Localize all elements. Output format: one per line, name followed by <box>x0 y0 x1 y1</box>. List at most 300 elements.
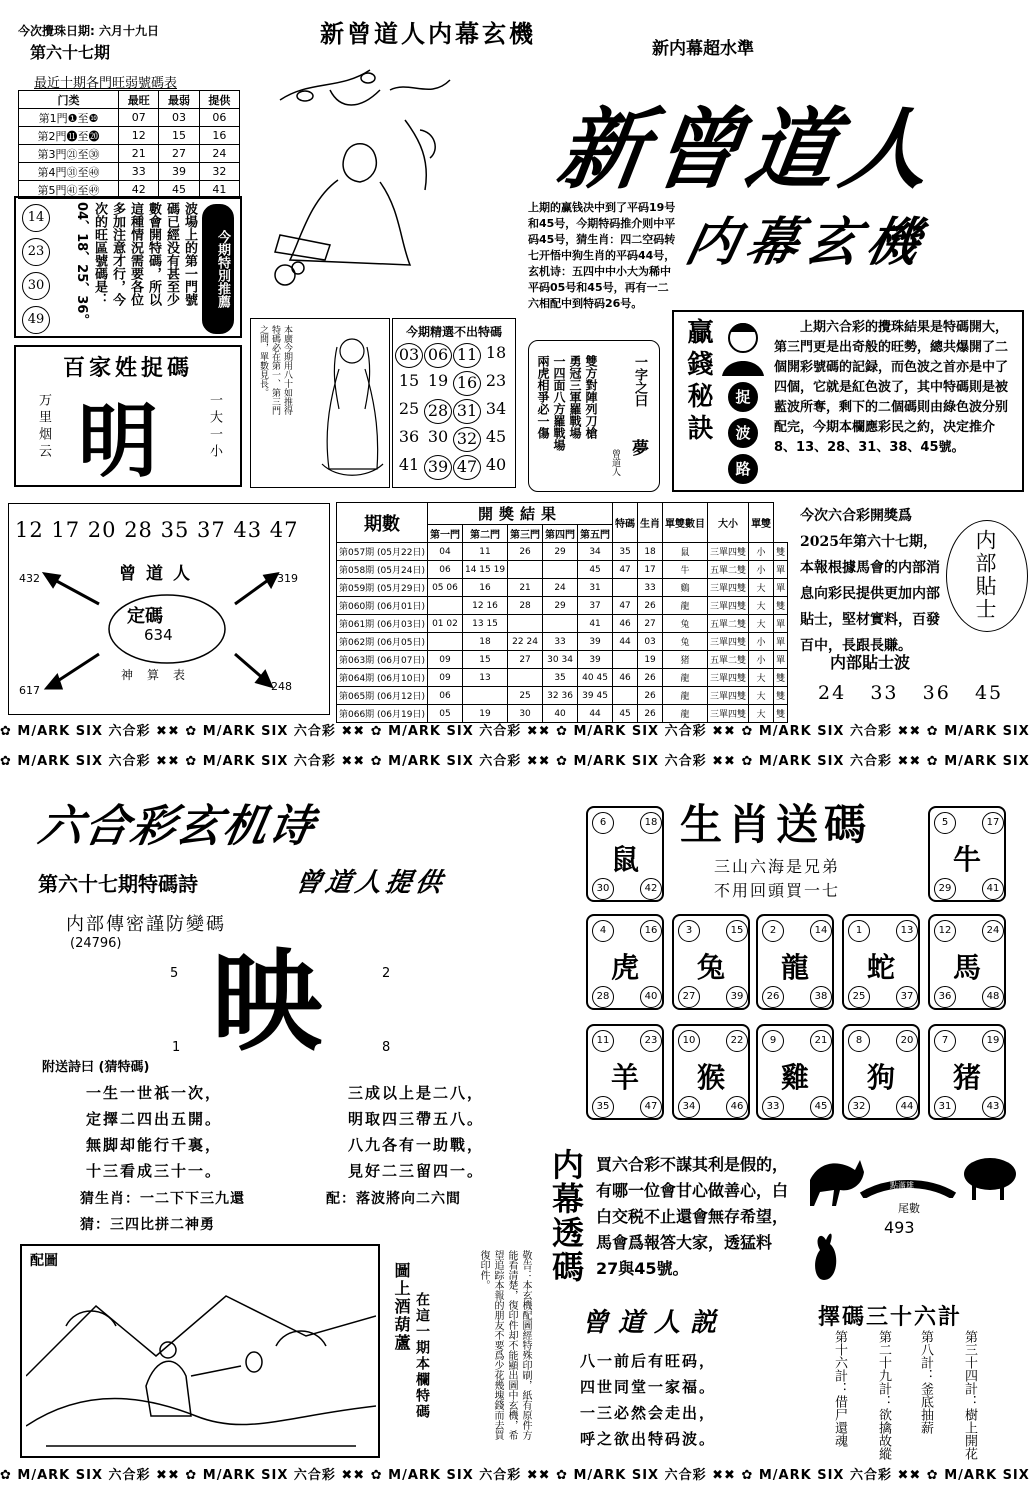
stats-cell: 45 <box>159 181 199 199</box>
door-header: 第三門 <box>508 525 543 543</box>
scroll-title: 一字之曰 <box>632 355 647 407</box>
zodiac-animal-icon: 鼠 <box>610 843 639 876</box>
result-cell: 01 02 <box>427 615 462 633</box>
stats-cell: 42 <box>119 181 159 199</box>
result-row <box>337 579 788 597</box>
col-special: 特碼 <box>613 503 638 543</box>
no-special-number: 30 <box>427 427 449 446</box>
zodiac-number: 22 <box>726 1030 748 1052</box>
note-line: 次的旺區號碼是： <box>92 202 107 306</box>
zodiac-card <box>756 914 834 1010</box>
result-cell: 第061期 (06月03日) <box>337 615 428 633</box>
note-line: 這種情況需要各位 <box>128 202 143 306</box>
result-cell: 兔 <box>663 615 708 633</box>
result-cell: 11 <box>462 543 507 561</box>
tail-label: 尾數 <box>898 1202 920 1215</box>
result-cell: 22 24 <box>508 633 543 651</box>
zodiac-number: 23 <box>640 1030 662 1052</box>
result-cell: 04 <box>427 543 462 561</box>
result-cell: 第064期 (06月10日) <box>337 669 428 687</box>
insider-title: 内部貼士波 <box>830 653 911 672</box>
result-cell: 29 <box>543 597 578 615</box>
strategy-item: 第十六計：借尸還魂 <box>832 1330 847 1447</box>
zodiac-number: 41 <box>982 878 1004 900</box>
secret-line: 内部傳密謹防變碼 <box>66 914 226 935</box>
surname-title: 百家姓捉碼 <box>62 356 193 381</box>
zodiac-number: 28 <box>592 986 614 1008</box>
result-cell <box>543 561 578 579</box>
result-cell: 第062期 (06月05日) <box>337 633 428 651</box>
result-cell: 第057期 (05月22日) <box>337 543 428 561</box>
circle-list <box>22 204 54 334</box>
result-cell: 第058期 (05月24日) <box>337 561 428 579</box>
zodiac-card <box>756 1024 834 1120</box>
zodiac-number: 18 <box>640 812 662 834</box>
zeng-line: 一三必然会走出， <box>580 1404 717 1422</box>
scroll-sign: 曾道人 <box>610 449 620 476</box>
no-special-number: 36 <box>398 427 420 446</box>
zodiac-number: 45 <box>810 1096 832 1118</box>
stats-cell: 16 <box>199 127 239 145</box>
no-special-number: 32 <box>453 427 481 452</box>
result-cell: 19 <box>638 651 663 669</box>
result-cell: 單 <box>774 561 788 579</box>
zodiac-card <box>928 914 1006 1010</box>
result-cell <box>508 615 543 633</box>
result-cell: 29 <box>543 543 578 561</box>
zodiac-animal-icon: 龍 <box>780 951 809 984</box>
result-cell: 31 <box>578 579 613 597</box>
result-cell: 25 <box>508 687 543 705</box>
stats-cell: 第2門⓫至⓴ <box>19 127 119 145</box>
no-special-number: 47 <box>453 455 481 480</box>
no-special-number: 03 <box>395 343 423 368</box>
result-cell: 39 45 <box>578 687 613 705</box>
result-cell: 18 <box>638 543 663 561</box>
insider-number: 36 <box>922 682 951 704</box>
result-cell: 28 <box>508 597 543 615</box>
arc-top: 曾道人 <box>119 564 200 584</box>
zodiac-animal-icon: 羊 <box>610 1061 639 1094</box>
result-cell: 雙 <box>774 669 788 687</box>
result-cell <box>613 687 638 705</box>
no-special-number: 39 <box>424 455 452 480</box>
note-line: 04、18、25、36。 <box>74 202 89 327</box>
result-cell: 小 <box>749 561 774 579</box>
result-row <box>337 597 788 615</box>
note-line: 碼已經没有甚至少 <box>164 202 179 306</box>
col-size: 大小 <box>708 503 749 543</box>
corner-digit: 8 <box>382 1040 391 1055</box>
no-special-number: 31 <box>453 399 481 424</box>
secret-title: 贏錢秘訣 <box>683 318 713 446</box>
result-cell: 五單二雙 <box>708 561 749 579</box>
poem-line: 見好二三留四一。 <box>348 1162 485 1180</box>
notice-text: 敬告：本玄機配圖經特殊印刷，紙有原件方能看清楚，復印件却不能顯出圖中玄機，希望追踪本報的朋友不要爲少花幾塊錢而去買復印件。 <box>478 1250 531 1440</box>
poem-line: 三成以上是二八， <box>348 1084 485 1102</box>
poem-line: 一生一世祇一次， <box>86 1084 223 1102</box>
no-special-number: 19 <box>427 371 449 390</box>
result-cell: 19 <box>462 705 507 723</box>
result-cell: 小 <box>749 543 774 561</box>
strategy-title: 擇碼三十六計 <box>818 1305 963 1330</box>
zodiac-card <box>586 914 664 1010</box>
secret-num: (24796) <box>70 936 122 951</box>
circle-number: 14 <box>22 204 50 232</box>
result-cell: 40 45 <box>578 669 613 687</box>
result-cell: 46 <box>613 669 638 687</box>
col-oddeven-count: 單雙數目 <box>663 503 708 543</box>
poem-line: 明取四三帶五八。 <box>348 1110 485 1128</box>
pic-box <box>20 1244 380 1458</box>
no-special-number: 41 <box>398 455 420 474</box>
door-header: 第五門 <box>578 525 613 543</box>
no-special-number: 40 <box>485 455 507 474</box>
corner-number: 432 <box>19 572 40 585</box>
marksix-band: ✿ M/ARK SIX 六合彩 ✖✖ ✿ M/ARK SIX 六合彩 ✖✖ ✿ M/ARK SIX 六合彩 ✖✖ ✿ M/ARK SIX 六合彩 ✖✖ ✿ M/ARK SIX 六合彩 ✖✖ ✿ M/ARK SIX <box>0 724 1030 738</box>
big-title: 新曾道人 <box>551 97 943 201</box>
zodiac-number: 16 <box>640 920 662 942</box>
big-subtitle: 内幕玄機 <box>680 212 934 273</box>
zodiac-number: 39 <box>726 986 748 1008</box>
zeng-line: 八一前后有旺码， <box>580 1352 717 1370</box>
zeng-line: 呼之欲出特码波。 <box>580 1430 717 1448</box>
zeng-says-title: 曾道人説 <box>582 1308 727 1338</box>
zodiac-card <box>672 1024 750 1120</box>
result-cell: 06 <box>427 561 462 579</box>
badge: 波 <box>728 418 758 448</box>
result-cell: 小 <box>749 633 774 651</box>
result-cell <box>462 687 507 705</box>
badge: 路 <box>728 454 758 484</box>
stats-cell: 24 <box>199 145 239 163</box>
result-cell: 單 <box>774 633 788 651</box>
stats-header: 最旺 <box>119 91 159 109</box>
zodiac-number: 17 <box>982 812 1004 834</box>
result-cell: 13 15 <box>462 615 507 633</box>
zodiac-number: 30 <box>592 878 614 900</box>
door-header: 第四門 <box>543 525 578 543</box>
tips-box <box>250 318 390 488</box>
insider-numbers <box>818 682 1018 704</box>
stats-cell: 03 <box>159 109 199 127</box>
stats-cell: 第5門㊶至㊾ <box>19 181 119 199</box>
no-special-number: 11 <box>453 343 481 368</box>
zodiac-number: 42 <box>640 878 662 900</box>
insider-number: 33 <box>870 682 899 704</box>
badge: 捉 <box>728 382 758 412</box>
secret-text: 上期六合彩的攪珠結果是特碼開大，第三門更是出奇般的旺勢，總共爆開了二個開彩號碼的記録，而色波之首亦是中了四個，它就是紅色波了，其中特碼則是被藍波所奪，剩下的二個碼則由綠色波分别配完，今期本欄應彩民之約，决定推介8、13、28、31、38、45號。 <box>774 320 1009 455</box>
result-cell: 03 <box>638 633 663 651</box>
fixed-numbers: 12 17 20 28 35 37 43 47 <box>15 518 299 542</box>
result-cell: 三單四雙 <box>708 669 749 687</box>
result-cell: 17 <box>638 561 663 579</box>
result-cell: 27 <box>638 615 663 633</box>
goddess-icon <box>317 329 387 479</box>
result-cell: 45 <box>578 561 613 579</box>
col-zodiac: 生肖 <box>638 503 663 543</box>
pic-caption: 圖上酒葫蘆 <box>392 1262 411 1352</box>
result-cell: 32 36 <box>543 687 578 705</box>
result-cell: 40 <box>543 705 578 723</box>
zodiac-animal-icon: 兔 <box>696 951 725 984</box>
result-cell: 三單四雙 <box>708 597 749 615</box>
scroll-lines <box>535 355 599 465</box>
zodiac-animal-icon: 狗 <box>866 1061 895 1094</box>
zodiac-number: 29 <box>934 878 956 900</box>
result-cell: 鼠 <box>663 543 708 561</box>
result-cell: 小 <box>749 651 774 669</box>
result-cell: 30 <box>508 705 543 723</box>
banner-text: 點滿雄 <box>890 1181 914 1190</box>
result-cell: 06 <box>427 687 462 705</box>
insider-text: 今次六合彩開獎爲2025年第六十七期，本報根據馬會的内部消息向彩民提供更加内部貼士，堅材實料，百發百中，長跟長賺。 <box>800 508 940 654</box>
result-cell: 34 <box>578 543 613 561</box>
scroll-line: 兩虎相爭必一傷 <box>536 355 550 439</box>
result-cell: 鷄 <box>663 579 708 597</box>
result-cell <box>508 561 543 579</box>
poem-left <box>86 1082 222 1186</box>
portrait-icon <box>720 318 766 378</box>
result-cell: 牛 <box>663 561 708 579</box>
sage-illustration <box>250 60 460 290</box>
result-cell: 五單二雙 <box>708 651 749 669</box>
circle-number: 30 <box>22 272 50 300</box>
result-cell: 26 <box>638 705 663 723</box>
zodiac-number: 35 <box>592 1096 614 1118</box>
result-cell <box>543 615 578 633</box>
header-title: 新曾道人内幕玄機 <box>320 19 536 48</box>
strategy-item: 第八計：釜底抽薪 <box>918 1330 933 1434</box>
zodiac-number: 21 <box>810 1030 832 1052</box>
pic-label: 配圖 <box>30 1253 58 1269</box>
zodiac-number: 48 <box>982 986 1004 1008</box>
result-row <box>337 615 788 633</box>
zodiac-number: 27 <box>678 986 700 1008</box>
result-cell: 龍 <box>663 687 708 705</box>
scroll-word: 夢 <box>628 439 648 456</box>
note-line: 多加注意才行，今 <box>110 202 125 306</box>
zodiac-number: 9 <box>762 1030 784 1052</box>
fixed-code-box <box>8 503 330 715</box>
result-cell: 13 <box>462 669 507 687</box>
result-cell: 第063期 (06月07日) <box>337 651 428 669</box>
zodiac-title: 生肖送碼 <box>680 800 873 849</box>
no-special-number: 28 <box>424 399 452 424</box>
hot-zone-box <box>14 196 242 338</box>
zodiac-number: 25 <box>848 986 870 1008</box>
result-row <box>337 561 788 579</box>
stats-header: 提供 <box>199 91 239 109</box>
zodiac-card <box>928 1024 1006 1120</box>
stats-header: 门类 <box>19 91 119 109</box>
result-cell: 44 <box>613 633 638 651</box>
insider-number: 24 <box>818 682 847 704</box>
corner-number: 617 <box>19 684 40 697</box>
zodiac-animal-icon: 馬 <box>952 951 981 984</box>
result-cell: 33 <box>638 579 663 597</box>
result-cell: 39 <box>578 633 613 651</box>
insider-number: 45 <box>974 682 1004 704</box>
result-cell: 44 <box>578 705 613 723</box>
results-body <box>337 543 788 723</box>
surname-right: 一大一小 <box>207 393 222 461</box>
no-special-number: 45 <box>485 427 507 446</box>
zodiac-animal-icon: 猴 <box>696 1061 725 1094</box>
col-issue: 期數 <box>337 503 428 543</box>
last-issue-note: 上期的赢钱决中到了平码19号和45号，今期特码推介则中平码45号，猜生肖：四二空码转七开悟中狗生肖的平码44号，玄机诗：五四中中小大为稀中平码05号和45号，再有一二六相配中到特码26号。 <box>528 201 676 310</box>
result-cell: 三單四雙 <box>708 543 749 561</box>
big-char: 映 <box>212 938 322 1066</box>
corner-number: 319 <box>277 572 298 585</box>
result-cell: 26 <box>638 597 663 615</box>
poem-line: 無脚却能行千裏， <box>86 1136 223 1154</box>
marksix-band: ✿ M/ARK SIX 六合彩 ✖✖ ✿ M/ARK SIX 六合彩 ✖✖ ✿ M/ARK SIX 六合彩 ✖✖ ✿ M/ARK SIX 六合彩 ✖✖ ✿ M/ARK SIX 六合彩 ✖✖ ✿ M/ARK SIX <box>0 754 1030 768</box>
insider-seal <box>946 520 1028 632</box>
result-cell: 26 <box>508 543 543 561</box>
strategy-item: 第二十九計：欲擒故縱 <box>876 1330 891 1460</box>
result-cell: 41 <box>578 615 613 633</box>
poem-line: 八九各有一助戰， <box>348 1136 485 1154</box>
zodiac-number: 31 <box>934 1096 956 1118</box>
stats-cell: 21 <box>119 145 159 163</box>
result-cell: 33 <box>543 633 578 651</box>
stats-cell: 第1門❶至❿ <box>19 109 119 127</box>
result-cell: 18 <box>462 633 507 651</box>
result-cell: 三單四雙 <box>708 705 749 723</box>
zodiac-card <box>586 806 664 902</box>
stats-cell: 06 <box>199 109 239 127</box>
fixed-value: 634 <box>144 626 173 644</box>
result-cell: 雙 <box>774 597 788 615</box>
result-cell: 09 <box>427 651 462 669</box>
poem-provider: 曾道人提供 <box>292 868 449 898</box>
result-cell: 三單四雙 <box>708 579 749 597</box>
scroll-line: 一四面八方羅戰場 <box>552 355 566 451</box>
marksix-band: ✿ M/ARK SIX 六合彩 ✖✖ ✿ M/ARK SIX 六合彩 ✖✖ ✿ M/ARK SIX 六合彩 ✖✖ ✿ M/ARK SIX 六合彩 ✖✖ ✿ M/ARK SIX 六合彩 ✖✖ ✿ M/ARK SIX <box>0 1468 1030 1482</box>
note-line: 波場上的第一門號 <box>182 202 197 306</box>
zodiac-number: 24 <box>982 920 1004 942</box>
no-special-number: 34 <box>485 399 507 418</box>
result-cell: 15 <box>462 651 507 669</box>
result-cell <box>613 651 638 669</box>
result-cell: 05 <box>427 705 462 723</box>
recommend-stamp: 今期特別推薦 <box>202 204 234 334</box>
scroll-box <box>528 340 660 492</box>
zodiac-number: 11 <box>592 1030 614 1052</box>
scroll-line: 雙方對陣列刀槍 <box>584 355 598 439</box>
result-cell: 第060期 (06月01日) <box>337 597 428 615</box>
zeng-says-lines <box>580 1350 716 1454</box>
result-cell: 雙 <box>774 687 788 705</box>
arc-bottom: 神算表 <box>121 668 200 682</box>
note-line: 數會開特碼，所以 <box>146 202 161 306</box>
poem-line: 十三看成三十一。 <box>86 1162 223 1180</box>
zodiac-animal-icon: 猪 <box>952 1061 981 1094</box>
result-cell: 16 <box>462 579 507 597</box>
tail-value: 493 <box>884 1218 915 1237</box>
result-cell: 30 34 <box>543 651 578 669</box>
results-table <box>336 502 788 723</box>
result-cell: 第059期 (05月29日) <box>337 579 428 597</box>
result-row <box>337 651 788 669</box>
zodiac-number: 6 <box>592 812 614 834</box>
no-special-number: 15 <box>398 371 420 390</box>
result-cell: 大 <box>749 687 774 705</box>
result-cell: 47 <box>613 561 638 579</box>
no-special-grid <box>395 343 513 483</box>
col-oddeven: 單雙 <box>749 503 774 543</box>
zodiac-animal-icon: 牛 <box>952 843 981 876</box>
result-cell: 單 <box>774 651 788 669</box>
zodiac-card <box>586 1024 664 1120</box>
result-cell: 39 <box>578 651 613 669</box>
result-cell: 35 <box>613 543 638 561</box>
header-tagline: 新内幕超水準 <box>652 39 754 59</box>
strategy-item: 第三十四計：樹上開花 <box>962 1330 977 1460</box>
zodiac-card <box>672 914 750 1010</box>
corner-number: 248 <box>271 680 292 693</box>
no-special-number: 06 <box>424 343 452 368</box>
zodiac-motto: 不用回頭買一七 <box>714 881 841 900</box>
corner-digit: 5 <box>170 966 179 981</box>
no-special-number: 18 <box>485 343 507 362</box>
zodiac-number: 38 <box>810 986 832 1008</box>
zodiac-number: 20 <box>896 1030 918 1052</box>
result-cell <box>427 597 462 615</box>
zodiac-number: 19 <box>982 1030 1004 1052</box>
stats-cell: 33 <box>119 163 159 181</box>
match-line: 配：落波將向二六間 <box>326 1191 461 1207</box>
zodiac-number: 44 <box>896 1096 918 1118</box>
fixed-label: 定碼 <box>127 606 163 627</box>
inside-code-title: 内幕透碼 <box>547 1148 585 1284</box>
zodiac-card <box>928 806 1006 902</box>
result-cell <box>613 579 638 597</box>
poem-sub: 第六十七期特碼詩 <box>38 872 198 896</box>
result-cell: 27 <box>508 651 543 669</box>
no-special-box <box>392 318 516 488</box>
result-cell: 龍 <box>663 669 708 687</box>
stats-cell: 27 <box>159 145 199 163</box>
result-cell: 09 <box>427 669 462 687</box>
result-cell: 雙 <box>774 543 788 561</box>
no-special-number: 16 <box>453 371 481 396</box>
stats-cell: 15 <box>159 127 199 145</box>
result-cell: 46 <box>613 615 638 633</box>
pic-caption2: 在這一期本欄特碼 <box>414 1292 430 1420</box>
surname-char: 明 <box>78 395 158 488</box>
draw-date: 今次攪珠日期: 六月十九日 <box>18 24 159 38</box>
stats-header: 最弱 <box>159 91 199 109</box>
zodiac-animal-icon: 雞 <box>780 1061 809 1094</box>
result-cell: 猪 <box>663 651 708 669</box>
result-cell: 37 <box>578 597 613 615</box>
result-cell: 35 <box>543 669 578 687</box>
zodiac-number: 13 <box>896 920 918 942</box>
result-cell: 五單二雙 <box>708 615 749 633</box>
zodiac-number: 32 <box>848 1096 870 1118</box>
door-header: 第二門 <box>462 525 507 543</box>
zodiac-number: 12 <box>934 920 956 942</box>
result-cell: 14 15 19 <box>462 561 507 579</box>
attach-line: 附送詩曰 (猜特碼) <box>42 1060 150 1075</box>
result-cell: 大 <box>749 669 774 687</box>
surname-left: 万里烟云 <box>36 393 51 461</box>
zodiac-number: 40 <box>640 986 662 1008</box>
zodiac-number: 14 <box>810 920 832 942</box>
result-cell: 龍 <box>663 597 708 615</box>
